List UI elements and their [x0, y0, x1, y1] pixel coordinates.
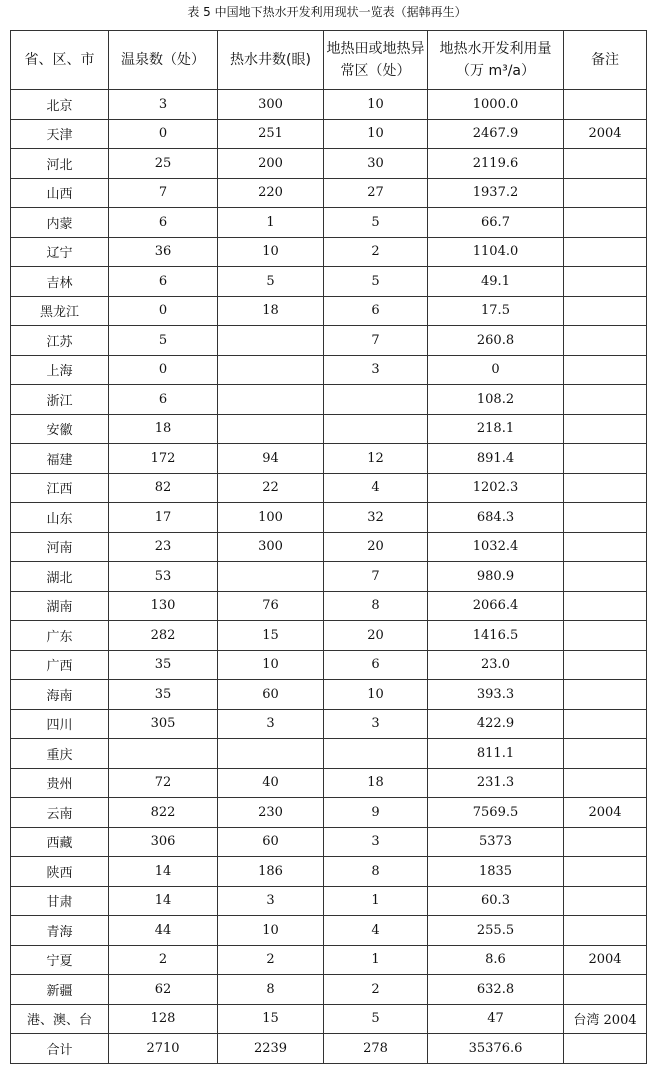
- cell-province: 四川: [11, 709, 109, 739]
- table-row: [11, 1004, 647, 1034]
- cell-hot-springs: 2: [109, 945, 218, 975]
- cell-hot-wells: 94: [218, 444, 324, 474]
- cell-remarks: [564, 709, 647, 739]
- cell-hot-springs: 53: [109, 562, 218, 592]
- table-row: [11, 355, 647, 385]
- cell-province: 甘肃: [11, 886, 109, 916]
- cell-hot-wells: 40: [218, 768, 324, 798]
- table-row: [11, 650, 647, 680]
- cell-hot-springs: 25: [109, 149, 218, 179]
- cell-utilization: 891.4: [428, 444, 564, 474]
- cell-hot-springs: 2710: [109, 1034, 218, 1064]
- cell-geothermal-fields: 27: [324, 178, 428, 208]
- cell-remarks: [564, 857, 647, 887]
- cell-utilization: 1104.0: [428, 237, 564, 267]
- cell-hot-springs: 35: [109, 680, 218, 710]
- cell-hot-wells: 100: [218, 503, 324, 533]
- table-row: [11, 267, 647, 297]
- cell-remarks: [564, 90, 647, 120]
- cell-hot-wells: 1: [218, 208, 324, 238]
- table-row: [11, 385, 647, 415]
- cell-province: 湖北: [11, 562, 109, 592]
- cell-remarks: [564, 532, 647, 562]
- cell-province: 福建: [11, 444, 109, 474]
- cell-remarks: 2004: [564, 945, 647, 975]
- cell-remarks: [564, 149, 647, 179]
- table-row: [11, 178, 647, 208]
- table-row: [11, 414, 647, 444]
- cell-hot-wells: 200: [218, 149, 324, 179]
- cell-hot-wells: 220: [218, 178, 324, 208]
- cell-utilization: 66.7: [428, 208, 564, 238]
- cell-province: 湖南: [11, 591, 109, 621]
- cell-hot-springs: 0: [109, 355, 218, 385]
- cell-utilization: 1000.0: [428, 90, 564, 120]
- cell-hot-wells: [218, 355, 324, 385]
- cell-hot-wells: 18: [218, 296, 324, 326]
- table-row: [11, 532, 647, 562]
- cell-geothermal-fields: 278: [324, 1034, 428, 1064]
- cell-province: 辽宁: [11, 237, 109, 267]
- cell-geothermal-fields: 4: [324, 916, 428, 946]
- table-row: [11, 444, 647, 474]
- cell-hot-wells: [218, 739, 324, 769]
- cell-geothermal-fields: 12: [324, 444, 428, 474]
- cell-remarks: 2004: [564, 798, 647, 828]
- cell-remarks: [564, 178, 647, 208]
- cell-geothermal-fields: 10: [324, 90, 428, 120]
- cell-utilization: 35376.6: [428, 1034, 564, 1064]
- cell-utilization: 108.2: [428, 385, 564, 415]
- table-row: [11, 621, 647, 651]
- cell-utilization: 231.3: [428, 768, 564, 798]
- cell-hot-springs: 14: [109, 886, 218, 916]
- cell-geothermal-fields: 7: [324, 326, 428, 356]
- cell-geothermal-fields: 32: [324, 503, 428, 533]
- cell-province: 河北: [11, 149, 109, 179]
- cell-hot-springs: 822: [109, 798, 218, 828]
- cell-remarks: [564, 1034, 647, 1064]
- table-row: [11, 149, 647, 179]
- cell-hot-springs: 5: [109, 326, 218, 356]
- cell-hot-springs: 128: [109, 1004, 218, 1034]
- cell-utilization: 2066.4: [428, 591, 564, 621]
- cell-utilization: 60.3: [428, 886, 564, 916]
- table-row: [11, 857, 647, 887]
- cell-province: 海南: [11, 680, 109, 710]
- cell-hot-wells: 2: [218, 945, 324, 975]
- cell-geothermal-fields: 5: [324, 267, 428, 297]
- cell-geothermal-fields: 3: [324, 355, 428, 385]
- table-caption: 表 5 中国地下热水开发利用现状一览表（据韩再生）: [187, 5, 467, 19]
- cell-hot-wells: 5: [218, 267, 324, 297]
- table-row: [11, 1034, 647, 1064]
- cell-hot-springs: 0: [109, 119, 218, 149]
- cell-geothermal-fields: 10: [324, 680, 428, 710]
- cell-remarks: [564, 208, 647, 238]
- cell-remarks: [564, 680, 647, 710]
- table-row: [11, 326, 647, 356]
- cell-remarks: [564, 473, 647, 503]
- cell-hot-wells: 10: [218, 916, 324, 946]
- cell-province: 新疆: [11, 975, 109, 1005]
- cell-geothermal-fields: 5: [324, 208, 428, 238]
- cell-province: 宁夏: [11, 945, 109, 975]
- cell-remarks: [564, 591, 647, 621]
- cell-hot-wells: [218, 562, 324, 592]
- cell-geothermal-fields: 9: [324, 798, 428, 828]
- table-row: [11, 562, 647, 592]
- table-row: [11, 886, 647, 916]
- cell-hot-springs: 82: [109, 473, 218, 503]
- cell-hot-springs: 282: [109, 621, 218, 651]
- header-hot-wells: 热水井数(眼): [218, 31, 324, 90]
- cell-remarks: [564, 237, 647, 267]
- cell-province: 港、澳、台: [11, 1004, 109, 1034]
- header-geothermal-fields: 地热田或地热异常区（处）: [324, 31, 428, 90]
- cell-geothermal-fields: [324, 739, 428, 769]
- cell-utilization: 49.1: [428, 267, 564, 297]
- header-province: 省、区、市: [11, 31, 109, 90]
- cell-hot-springs: 7: [109, 178, 218, 208]
- cell-utilization: 2119.6: [428, 149, 564, 179]
- cell-utilization: 684.3: [428, 503, 564, 533]
- cell-hot-wells: [218, 385, 324, 415]
- cell-utilization: 8.6: [428, 945, 564, 975]
- cell-remarks: [564, 768, 647, 798]
- cell-province: 重庆: [11, 739, 109, 769]
- cell-province: 合计: [11, 1034, 109, 1064]
- cell-hot-wells: 251: [218, 119, 324, 149]
- cell-province: 广西: [11, 650, 109, 680]
- cell-geothermal-fields: 1: [324, 886, 428, 916]
- cell-remarks: [564, 355, 647, 385]
- cell-hot-springs: 72: [109, 768, 218, 798]
- cell-province: 陕西: [11, 857, 109, 887]
- cell-geothermal-fields: 7: [324, 562, 428, 592]
- cell-remarks: [564, 562, 647, 592]
- cell-remarks: [564, 414, 647, 444]
- cell-geothermal-fields: 8: [324, 857, 428, 887]
- table-row: [11, 916, 647, 946]
- cell-utilization: 260.8: [428, 326, 564, 356]
- cell-province: 内蒙: [11, 208, 109, 238]
- cell-utilization: 632.8: [428, 975, 564, 1005]
- cell-remarks: [564, 827, 647, 857]
- cell-geothermal-fields: 6: [324, 650, 428, 680]
- cell-hot-springs: 6: [109, 385, 218, 415]
- cell-hot-wells: 300: [218, 532, 324, 562]
- cell-hot-wells: 2239: [218, 1034, 324, 1064]
- cell-utilization: 0: [428, 355, 564, 385]
- cell-hot-wells: [218, 326, 324, 356]
- cell-utilization: 393.3: [428, 680, 564, 710]
- cell-geothermal-fields: 4: [324, 473, 428, 503]
- cell-utilization: 23.0: [428, 650, 564, 680]
- cell-province: 山东: [11, 503, 109, 533]
- cell-hot-springs: 17: [109, 503, 218, 533]
- cell-hot-wells: 76: [218, 591, 324, 621]
- table-row: [11, 296, 647, 326]
- table-row: [11, 90, 647, 120]
- cell-hot-wells: 60: [218, 827, 324, 857]
- cell-geothermal-fields: 10: [324, 119, 428, 149]
- cell-utilization: 47: [428, 1004, 564, 1034]
- cell-utilization: 17.5: [428, 296, 564, 326]
- cell-utilization: 218.1: [428, 414, 564, 444]
- cell-hot-wells: 3: [218, 886, 324, 916]
- cell-hot-springs: 172: [109, 444, 218, 474]
- cell-utilization: 1032.4: [428, 532, 564, 562]
- cell-hot-wells: 10: [218, 237, 324, 267]
- cell-utilization: 811.1: [428, 739, 564, 769]
- cell-hot-wells: 230: [218, 798, 324, 828]
- header-row: [11, 31, 647, 90]
- cell-utilization: 5373: [428, 827, 564, 857]
- cell-geothermal-fields: 30: [324, 149, 428, 179]
- cell-hot-wells: 60: [218, 680, 324, 710]
- cell-geothermal-fields: 2: [324, 237, 428, 267]
- cell-remarks: [564, 444, 647, 474]
- table-row: [11, 975, 647, 1005]
- cell-geothermal-fields: 2: [324, 975, 428, 1005]
- cell-province: 江苏: [11, 326, 109, 356]
- cell-hot-springs: 6: [109, 208, 218, 238]
- cell-remarks: 台湾 2004: [564, 1004, 647, 1034]
- cell-hot-wells: 8: [218, 975, 324, 1005]
- cell-hot-springs: 130: [109, 591, 218, 621]
- cell-hot-wells: 15: [218, 621, 324, 651]
- cell-hot-wells: 22: [218, 473, 324, 503]
- table-row: [11, 739, 647, 769]
- cell-utilization: 1937.2: [428, 178, 564, 208]
- header-remarks: 备注: [564, 31, 647, 90]
- cell-geothermal-fields: 5: [324, 1004, 428, 1034]
- cell-utilization: 980.9: [428, 562, 564, 592]
- table-row: [11, 591, 647, 621]
- cell-province: 黑龙江: [11, 296, 109, 326]
- cell-province: 山西: [11, 178, 109, 208]
- cell-hot-wells: 10: [218, 650, 324, 680]
- cell-remarks: [564, 739, 647, 769]
- cell-hot-springs: 35: [109, 650, 218, 680]
- cell-province: 吉林: [11, 267, 109, 297]
- header-hot-springs: 温泉数（处）: [109, 31, 218, 90]
- cell-hot-wells: 186: [218, 857, 324, 887]
- cell-hot-springs: 14: [109, 857, 218, 887]
- table-row: [11, 237, 647, 267]
- cell-geothermal-fields: 3: [324, 709, 428, 739]
- cell-utilization: 1202.3: [428, 473, 564, 503]
- cell-hot-wells: [218, 414, 324, 444]
- cell-hot-springs: 6: [109, 267, 218, 297]
- cell-hot-wells: 3: [218, 709, 324, 739]
- cell-province: 江西: [11, 473, 109, 503]
- table-row: [11, 827, 647, 857]
- cell-utilization: 2467.9: [428, 119, 564, 149]
- cell-remarks: [564, 886, 647, 916]
- cell-geothermal-fields: [324, 414, 428, 444]
- table-row: [11, 119, 647, 149]
- cell-province: 浙江: [11, 385, 109, 415]
- cell-remarks: [564, 267, 647, 297]
- cell-province: 广东: [11, 621, 109, 651]
- cell-remarks: [564, 621, 647, 651]
- cell-geothermal-fields: 8: [324, 591, 428, 621]
- cell-geothermal-fields: 6: [324, 296, 428, 326]
- cell-utilization: 422.9: [428, 709, 564, 739]
- cell-hot-springs: 3: [109, 90, 218, 120]
- table-row: [11, 208, 647, 238]
- cell-hot-springs: 36: [109, 237, 218, 267]
- cell-remarks: [564, 916, 647, 946]
- cell-utilization: 7569.5: [428, 798, 564, 828]
- cell-geothermal-fields: 3: [324, 827, 428, 857]
- cell-hot-springs: 306: [109, 827, 218, 857]
- cell-geothermal-fields: [324, 385, 428, 415]
- cell-province: 云南: [11, 798, 109, 828]
- cell-geothermal-fields: 20: [324, 621, 428, 651]
- cell-geothermal-fields: 20: [324, 532, 428, 562]
- cell-province: 安徽: [11, 414, 109, 444]
- cell-remarks: [564, 503, 647, 533]
- cell-province: 北京: [11, 90, 109, 120]
- cell-remarks: [564, 650, 647, 680]
- cell-utilization: 255.5: [428, 916, 564, 946]
- cell-province: 河南: [11, 532, 109, 562]
- cell-hot-springs: [109, 739, 218, 769]
- table-row: [11, 680, 647, 710]
- cell-remarks: [564, 326, 647, 356]
- cell-hot-wells: 15: [218, 1004, 324, 1034]
- cell-utilization: 1416.5: [428, 621, 564, 651]
- table-body: [11, 90, 647, 1064]
- cell-province: 西藏: [11, 827, 109, 857]
- header-utilization: 地热水开发利用量（万 m³/a）: [428, 31, 564, 90]
- cell-hot-springs: 305: [109, 709, 218, 739]
- cell-province: 上海: [11, 355, 109, 385]
- cell-hot-springs: 44: [109, 916, 218, 946]
- cell-geothermal-fields: 18: [324, 768, 428, 798]
- cell-remarks: [564, 385, 647, 415]
- table-row: [11, 798, 647, 828]
- cell-hot-springs: 0: [109, 296, 218, 326]
- cell-province: 贵州: [11, 768, 109, 798]
- table-row: [11, 709, 647, 739]
- cell-hot-springs: 23: [109, 532, 218, 562]
- cell-remarks: [564, 975, 647, 1005]
- table-row: [11, 945, 647, 975]
- cell-utilization: 1835: [428, 857, 564, 887]
- cell-remarks: [564, 296, 647, 326]
- cell-province: 青海: [11, 916, 109, 946]
- table-row: [11, 768, 647, 798]
- cell-hot-wells: 300: [218, 90, 324, 120]
- cell-geothermal-fields: 1: [324, 945, 428, 975]
- cell-province: 天津: [11, 119, 109, 149]
- table-row: [11, 473, 647, 503]
- geothermal-table: [10, 30, 647, 1064]
- table-row: [11, 503, 647, 533]
- cell-hot-springs: 18: [109, 414, 218, 444]
- cell-hot-springs: 62: [109, 975, 218, 1005]
- cell-remarks: 2004: [564, 119, 647, 149]
